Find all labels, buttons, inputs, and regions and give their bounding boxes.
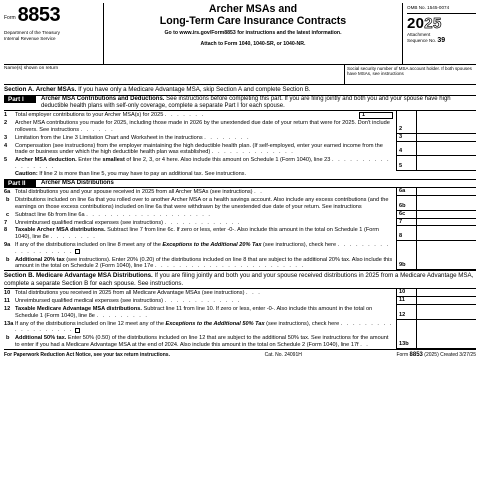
line-description: Total distributions you received in 2025 from all Medicare Advantage MSAs (see instructions) . . . xyxy=(15,290,262,297)
line-description: Subtract line 6b from line 6a . . . . . . . . . . . . . . . . . . . . . xyxy=(15,211,212,218)
part-1-header xyxy=(4,96,476,112)
line-sub-letter: b xyxy=(6,256,10,263)
line-10-amount[interactable] xyxy=(416,289,476,297)
goto-instructions: Go to www.irs.gov/Form8853 for instructions and the latest information. xyxy=(164,30,342,37)
section-b-label: Section B. xyxy=(4,272,35,280)
line-number: 3 xyxy=(4,134,8,141)
line-4 xyxy=(4,142,476,157)
line-text: Archer MSA contributions you made for 2025, including those made in 2026 by the unextended due date of your return that were for 2025. Don't include rollovers. See instructions xyxy=(15,120,390,133)
line-1-amount xyxy=(416,111,476,119)
form-header xyxy=(4,3,476,65)
caution-text: If line 2 is more than line 5, you may have to pay an additional tax. See instructions. xyxy=(39,170,247,177)
line-text: Total employer contributions to your Archer MSA(s) for 2025 xyxy=(15,112,164,119)
line-5 xyxy=(4,156,476,171)
dept-line1: Department of the Treasury xyxy=(4,30,60,35)
line-13b xyxy=(4,334,476,349)
part-1-tag: Part I xyxy=(4,96,36,104)
line-5-bold-word: smallest xyxy=(102,157,125,164)
part-2-tag: Part II xyxy=(4,180,36,188)
line-9b-lead: Additional 20% tax xyxy=(15,256,65,263)
part-1-text xyxy=(36,96,476,111)
line-6c xyxy=(4,211,476,219)
line-box-label: 13b xyxy=(396,334,416,349)
line-5-amount[interactable] xyxy=(416,156,476,171)
line-box-label: 6a xyxy=(396,188,416,196)
line-10 xyxy=(4,289,476,297)
department xyxy=(4,30,103,41)
line-number: 1 xyxy=(4,112,8,119)
line-text: Subtract line 11 from line 10. If zero or less, enter -0-. Also include this amount in the total on Schedule 1 (Form 1040), line 8e xyxy=(15,306,373,319)
line-6a xyxy=(4,188,476,196)
line-1 xyxy=(4,111,476,119)
line-box-label: 7 xyxy=(396,219,416,227)
year-suffix: 25 xyxy=(424,14,442,32)
line-9a-amount xyxy=(416,241,476,256)
line-box-label: 10 xyxy=(396,289,416,297)
line-7 xyxy=(4,219,476,227)
part-1-description: See instructions before completing this part. If you are filing jointly and both you and your spouse have high deductible health plans with self-only coverage, complete a separate Part I for each spouse. xyxy=(41,95,451,109)
line-3-amount[interactable] xyxy=(416,134,476,142)
name-field[interactable]: Name(s) shown on return xyxy=(4,66,59,71)
section-b-text: If you are filing jointly and both you and your spouse received distributions in 2025 from a Medicare Advantage MSA, complete a separate Section B for each spouse. See instructions. xyxy=(4,272,474,287)
line-5-text-a: Enter the xyxy=(78,157,101,164)
title-line1: Archer MSAs and xyxy=(208,3,298,15)
line-box-label: 3 xyxy=(396,134,416,142)
line-7-amount[interactable] xyxy=(416,219,476,227)
line-8 xyxy=(4,226,476,241)
line-9a-checkbox[interactable] xyxy=(75,249,80,254)
line-9b-amount[interactable] xyxy=(416,256,476,271)
part-2-text xyxy=(36,180,118,188)
attachment-sequence xyxy=(407,32,476,45)
form-word: Form xyxy=(4,14,16,21)
line-description: Additional 50% tax. Enter 50% (0.50) of the distributions included on line 12 that are subject to the additional 50% tax. See instructions for the amount to enter if you had a Medicare Advantage MSA at the end of 2024. Also include this amount in the total on Schedule 2 (Form 1040), line 17f . . xyxy=(15,335,389,349)
line-12-amount[interactable] xyxy=(416,305,476,320)
line-description: If any of the distributions included on line 12 meet any of the Exceptions to the Additional 50% Tax (see instructions), check here . . . . . . . . . . . . . . . . . . . xyxy=(15,320,393,334)
tax-year xyxy=(407,16,476,33)
footer-paperwork-notice: For Paperwork Reduction Act Notice, see your tax return instructions. xyxy=(4,351,170,358)
line-9b xyxy=(4,256,476,271)
line-description: Taxable Archer MSA distributions. Subtract line 7 from line 6c. If zero or less, enter -0-. Also include this amount in the total on Schedule 1 (Form 1040), line 8e . . . . . . . . xyxy=(15,227,379,241)
line-number: 11 xyxy=(4,298,10,305)
line-number: 4 xyxy=(4,142,8,149)
section-a-text: If you have only a Medicare Advantage MSA, skip Section A and complete Section B. xyxy=(78,86,311,93)
line-description: Total employer contributions to your Archer MSA(s) for 2025 . . . . . . . 1 xyxy=(15,111,396,119)
footer-cat-number: Cat. No. 24091H xyxy=(264,351,302,358)
line-box-empty xyxy=(396,111,416,119)
line-text: Enter 50% (0.50) of the distributions included on line 12 that are subject to the additional 50% tax. See instructions for the amount to enter if you had a Medicare Advantage MSA at the end of 2024. Also include this amount in the total on Schedule 2 (Form 1040), line 17f xyxy=(15,335,389,349)
attach-instructions: Attach to Form 1040, 1040-SR, or 1040-NR. xyxy=(200,40,306,47)
form-title xyxy=(104,4,402,27)
line-number: 10 xyxy=(4,290,11,297)
caution-label: Caution: xyxy=(15,170,38,177)
form-footer xyxy=(4,349,476,359)
line-12 xyxy=(4,305,476,320)
line-5-lead: Archer MSA deduction. xyxy=(15,157,77,164)
line-description: Unreimbursed qualified medical expenses (see instructions) . . . . . . . . . . . . . xyxy=(15,298,241,305)
line-1-box-label: 1 xyxy=(362,112,365,119)
line-sub-letter: b xyxy=(6,335,10,342)
caution-note xyxy=(4,171,476,180)
part-1-title: Archer MSA Contributions and Deductions. xyxy=(41,95,165,102)
line-6a-amount[interactable] xyxy=(416,188,476,196)
line-description: Compensation (see instructions) from the employer maintaining the high deductible health plan. (If self-employed, enter your earned income from the trade or business under which the high deductible health plan was established) . . . . . . . . . . . . . . xyxy=(15,142,383,156)
line-text: Total distributions you received in 2025 from all Medicare Advantage MSAs (see instructions) xyxy=(15,290,245,297)
line-description: Additional 20% tax (see instructions). Enter 20% (0.20) of the distributions included on line 8 that are subject to the additional 20% tax. Also include this amount in the total on Schedule 2 (Form 1040), line 17e . . . . . . . . . . . . . . . . . . . . . . . . . xyxy=(15,256,393,270)
line-number: 6a xyxy=(4,189,11,196)
footer-form-number: 8853 xyxy=(409,351,423,358)
line-text: If any of the distributions included on line 12 meet any of the xyxy=(15,320,164,327)
line-text: Unreimbursed qualified medical expenses (see instructions) xyxy=(15,298,163,305)
header-right xyxy=(402,3,476,64)
line-text: Unreimbursed qualified medical expenses (see instructions) xyxy=(15,219,163,226)
dept-line2: Internal Revenue Service xyxy=(4,35,56,41)
sequence-number: 39 xyxy=(437,37,446,45)
line-sub-letter: b xyxy=(6,197,10,204)
line-number: 8 xyxy=(4,227,8,234)
line-description: Unreimbursed qualified medical expenses (see instructions) . . . . . . . . . . . . . xyxy=(15,219,241,226)
line-box-label: 6b xyxy=(396,196,416,211)
line-text: (see instructions). Enter 20% (0.20) of the distributions included on line 8 that are subject to the additional 20% tax. Also include this amount in the total on Schedule 2 (Form 1040), line 17e xyxy=(15,256,393,270)
line-text-2: (see instructions), check here xyxy=(266,320,340,327)
line-3 xyxy=(4,134,476,142)
line-text-2: (see instructions), check here xyxy=(263,242,337,249)
section-a-header xyxy=(4,85,476,96)
footer-revision: (2025) Created 3/27/25 xyxy=(424,351,476,358)
line-description: Taxable Medicare Advantage MSA distributions. Subtract line 11 from line 10. If zero or less, enter -0-. Also include this amount in the total on Schedule 1 (Form 1040), line 8e . . . . . . . . . xyxy=(15,306,373,319)
line-description: If any of the distributions included on line 8 meet any of the Exceptions to the Additional 20% Tax (see instructions), check here . . . . . . . . . . . . . . . . . . . xyxy=(15,242,390,255)
line-5-text-b: of line 2, 3, or 4 here. Also include this amount on Schedule 1 (Form 1040), line 23 xyxy=(126,157,331,164)
line-box-label: 2 xyxy=(396,119,416,134)
line-6b xyxy=(4,196,476,211)
form-label xyxy=(4,5,103,25)
footer-form-id xyxy=(396,352,476,359)
line-description: Archer MSA contributions you made for 2025, including those made in 2026 by the unextended due date of your return that were for 2025. Don't include rollovers. See instructions . . . . . . xyxy=(15,120,390,133)
line-number: 2 xyxy=(4,120,8,127)
header-left xyxy=(4,3,104,64)
line-2-amount[interactable] xyxy=(416,119,476,134)
line-description: Archer MSA deduction. Enter the smallest of line 2, 3, or 4 here. Also include this amount on Schedule 1 (Form 1040), line 23 . . . . . . . . . . . . . . . . . xyxy=(15,157,390,171)
line-8-lead: Taxable Archer MSA distributions. xyxy=(15,227,106,234)
line-11 xyxy=(4,297,476,305)
line-description xyxy=(15,196,396,211)
line-box-empty xyxy=(396,320,416,335)
line-number: 7 xyxy=(4,219,8,226)
form-number: 8853 xyxy=(17,4,61,26)
line-box-label: 6c xyxy=(396,211,416,219)
line-13a-checkbox[interactable] xyxy=(75,328,80,333)
line-11-amount[interactable] xyxy=(416,297,476,305)
attachment-label: Attachment xyxy=(407,32,431,38)
footer-form-word: Form xyxy=(396,351,409,358)
line-description: Limitation from the Line 3 Limitation Chart and Worksheet in the instructions . . . . . . . . xyxy=(15,134,251,141)
line-13a xyxy=(4,320,476,335)
line-text: Limitation from the Line 3 Limitation Chart and Worksheet in the instructions xyxy=(15,134,203,141)
part-2-title: Archer MSA Distributions xyxy=(41,179,114,186)
line-13a-amount xyxy=(416,320,476,335)
line-box-label: 4 xyxy=(396,142,416,157)
line-8-amount[interactable] xyxy=(416,226,476,241)
line-text: Distributions included on line 6a that you rolled over to another Archer MSA or a health savings account. Also include any excess contributions (and the earnings on those excess contributions) included on line 6a that were withdrawn by the unextended due date of your return. See instructions xyxy=(15,197,389,210)
year-prefix: 20 xyxy=(407,14,425,32)
line-sub-letter: c xyxy=(6,211,10,218)
line-box-label: 9b xyxy=(396,256,416,271)
line-box-label: 12 xyxy=(396,305,416,320)
line-13a-italic: Exceptions to the Additional 50% Tax xyxy=(165,320,265,327)
line-12-lead: Taxable Medicare Advantage MSA distributions. xyxy=(15,306,142,313)
line-number: 9a xyxy=(4,242,11,249)
line-13b-lead: Additional 50% tax. xyxy=(15,335,67,342)
line-number: 12 xyxy=(4,306,11,313)
name-row xyxy=(4,65,476,85)
line-text: Total distributions you and your spouse received in 2025 from all Archer MSAs (see instructions) xyxy=(15,189,253,196)
ssn-field[interactable]: Social security number of MSA account holder. If both spouses have MSAs, see instructions xyxy=(344,65,476,84)
line-text: Subtract line 7 from line 6c. If zero or less, enter -0-. Also include this amount in the total on Schedule 1 (Form 1040), line 8e xyxy=(15,227,379,241)
line-description: Total distributions you and your spouse received in 2025 from all Archer MSAs (see instructions) . . xyxy=(15,189,264,196)
section-b-title: Medicare Advantage MSA Distributions. xyxy=(36,272,153,280)
line-6c-amount[interactable] xyxy=(416,211,476,219)
line-9a xyxy=(4,241,476,256)
line-box-label: 8 xyxy=(396,226,416,241)
line-box-label: 11 xyxy=(396,297,416,305)
title-line2: Long-Term Care Insurance Contracts xyxy=(159,14,347,27)
line-text: Subtract line 6b from line 6a xyxy=(15,211,85,218)
header-center xyxy=(104,3,402,64)
line-4-amount[interactable] xyxy=(416,142,476,157)
line-6b-amount[interactable] xyxy=(416,196,476,211)
line-1-entry-box[interactable] xyxy=(359,112,393,119)
line-box-label: 5 xyxy=(396,156,416,171)
section-a-label: Section A. xyxy=(4,86,35,93)
part-2-header xyxy=(4,180,476,189)
line-text: If any of the distributions included on line 8 meet any of the xyxy=(15,242,161,249)
sequence-label: Sequence No. xyxy=(407,38,437,44)
line-number: 13a xyxy=(4,320,14,327)
section-b-header xyxy=(4,270,476,289)
omb-number: OMB No. 1545-0074 xyxy=(407,5,476,14)
line-box-empty xyxy=(396,241,416,256)
line-number: 5 xyxy=(4,157,8,164)
line-9a-italic: Exceptions to the Additional 20% Tax xyxy=(162,242,262,249)
line-2 xyxy=(4,119,476,134)
line-13b-amount[interactable] xyxy=(416,334,476,349)
line-text: Compensation (see instructions) from the employer maintaining the high deductible health plan. (If self-employed, enter your earned income from the trade or business under which the high deductible health plan was established) xyxy=(15,142,383,156)
section-a-title: Archer MSAs. xyxy=(35,86,77,93)
